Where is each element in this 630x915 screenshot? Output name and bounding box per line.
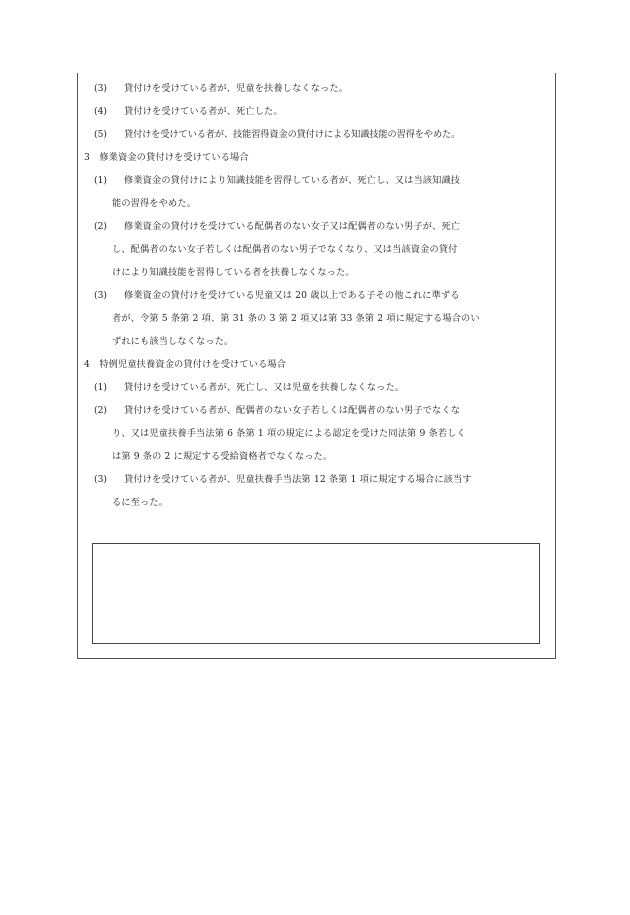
item-text: は第 9 条の 2 に規定する受給資格者でなくなった。 <box>112 451 333 462</box>
section-3-heading: 3 修業資金の貸付けを受けている場合 <box>84 152 249 163</box>
item-text: 貸付けを受けている者が、配偶者のない女子若しくは配偶者のない男子でなくな <box>124 405 461 416</box>
item-number: (3) <box>94 290 108 301</box>
item-number: (5) <box>94 129 108 140</box>
empty-note-box <box>92 543 540 644</box>
item-number: (2) <box>94 405 108 416</box>
item-text: し、配偶者のない女子若しくは配偶者のない男子でなくなり、又は当該資金の貸付 <box>112 244 458 255</box>
item-number: (2) <box>94 221 108 232</box>
item-text: り、又は児童扶養手当法第 6 条第 1 項の規定による認定を受けた同法第 9 条若しく <box>112 428 466 439</box>
section-4-heading: 4 特例児童扶養資金の貸付けを受けている場合 <box>84 359 287 370</box>
item-text: 貸付けを受けている者が、技能習得資金の貸付けによる知識技能の習得をやめた。 <box>124 129 461 140</box>
item-text: 者が、令第 5 条第 2 項、第 31 条の 3 第 2 項又は第 33 条第 2 項に規定する場合のい <box>112 313 480 324</box>
item-text: ずれにも該当しなくなった。 <box>112 336 234 347</box>
item-text: 修業資金の貸付けにより知識技能を習得している者が、死亡し、又は当該知識技 <box>124 175 461 186</box>
item-number: (1) <box>94 382 108 393</box>
item-text: 修業資金の貸付けを受けている児童又は 20 歳以上である子その他これに準ずる <box>124 290 460 301</box>
item-number: (4) <box>94 106 108 117</box>
item-text: 貸付けを受けている者が、児童を扶養しなくなった。 <box>124 83 349 94</box>
item-text: 貸付けを受けている者が、死亡した。 <box>124 106 283 117</box>
item-text: 貸付けを受けている者が、児童扶養手当法第 12 条第 1 項に規定する場合に該当す <box>124 474 472 485</box>
item-number: (3) <box>94 474 108 485</box>
item-text: るに至った。 <box>112 497 169 508</box>
item-number: (3) <box>94 83 108 94</box>
item-text: 修業資金の貸付けを受けている配偶者のない女子又は配偶者のない男子が、死亡 <box>124 221 461 232</box>
item-text: 能の習得をやめた。 <box>112 198 197 209</box>
item-number: (1) <box>94 175 108 186</box>
item-text: けにより知識技能を習得している者を扶養しなくなった。 <box>112 267 355 278</box>
item-text: 貸付けを受けている者が、死亡し、又は児童を扶養しなくなった。 <box>124 382 405 393</box>
